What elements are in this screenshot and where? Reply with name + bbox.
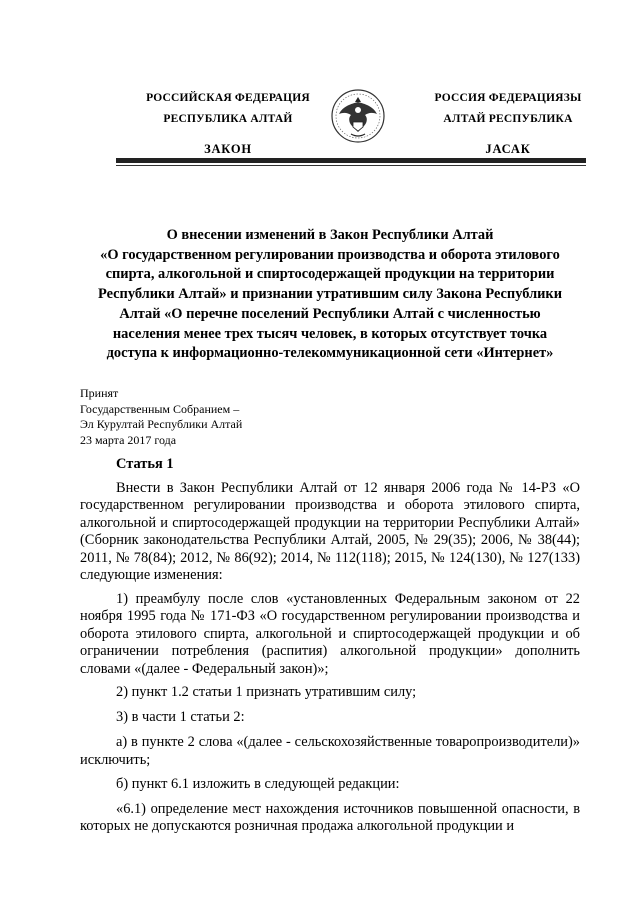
adopted-line: Государственным Собранием – <box>80 401 240 416</box>
title-line: О внесении изменений в Закон Республики Алтай <box>166 227 494 243</box>
header-rule-thick <box>116 158 586 163</box>
paragraph: «6.1) определение мест нахождения источников повышенной опасности, в которых не допускаются розничная продажа алкогольной продукции и <box>80 800 580 834</box>
coat-of-arms-icon <box>331 86 385 146</box>
adopted-line: Принят <box>80 386 119 400</box>
paragraph: б) пункт 6.1 изложить в следующей редакции: <box>116 775 400 792</box>
article-body <box>80 480 580 842</box>
header-left-law: ЗАКОН <box>204 142 252 156</box>
title-line: Алтай «О перечне поселений Республики Алтай с численностью <box>119 305 541 322</box>
adoption-block <box>80 386 242 448</box>
header-left-line1: РОССИЙСКАЯ ФЕДЕРАЦИЯ <box>146 92 310 104</box>
title-line: спирта, алкогольной и спиртосодержащей продукции на территории <box>105 266 555 283</box>
header-right-line1: РОССИЯ ФЕДЕРАЦИЯЗЫ <box>434 92 582 104</box>
law-title <box>80 226 580 364</box>
title-line: населения менее трех тысяч человек, в которых отсутствует точка <box>112 325 548 342</box>
article-heading: Статья 1 <box>116 456 174 472</box>
title-line: Республики Алтай» и признании утратившим силу Закона Республики <box>97 286 563 303</box>
adopted-line: Эл Курултай Республики Алтай <box>80 417 243 431</box>
title-line: доступа к информационно-телекоммуникационной сети «Интернет» <box>106 345 554 362</box>
header-altai <box>408 88 608 160</box>
header-russian <box>128 88 328 160</box>
paragraph: 1) преамбулу после слов «установленных Федеральным законом от 22 ноября 1995 года № 171-ФЗ «О государственном регулировании производства и оборота этилового спирта, алкогольной и спиртосодержащей продукции и об ограничении потребления (распития) алкогольной продукции» дополнить словами «(далее - Федеральный закон)»; <box>80 590 580 677</box>
header-right-line2: АЛТАЙ РЕСПУБЛИКА <box>443 113 573 125</box>
paragraph: 2) пункт 1.2 статьи 1 признать утратившим силу; <box>116 684 417 701</box>
header-rule-thin <box>116 165 586 166</box>
header-right-law: JАСАК <box>485 142 531 156</box>
document-header <box>0 88 640 158</box>
paragraph: 3) в части 1 статьи 2: <box>116 709 245 726</box>
paragraph: а) в пункте 2 слова «(далее - сельскохозяйственные товаропроизводители)» исключить; <box>80 734 580 768</box>
title-line: «О государственном регулировании производства и оборота этилового <box>100 246 560 263</box>
paragraph: Внести в Закон Республики Алтай от 12 января 2006 года № 14-РЗ «О государственном регулировании производства и оборота этилового спирта, алкогольной и спиртосодержащей продукции на территории Республики Алтай» (Сборник законодательства Республики Алтай, 2005, № 29(35); 2006, № 38(44); 2011, № 78(84); 2012, № 86(92); 2014, № 112(118); 2015, № 124(130), № 127(133) следующие изменения: <box>80 480 580 584</box>
adopted-date: 23 марта 2017 года <box>80 432 177 447</box>
header-left-line2: РЕСПУБЛИКА АЛТАЙ <box>163 113 293 125</box>
